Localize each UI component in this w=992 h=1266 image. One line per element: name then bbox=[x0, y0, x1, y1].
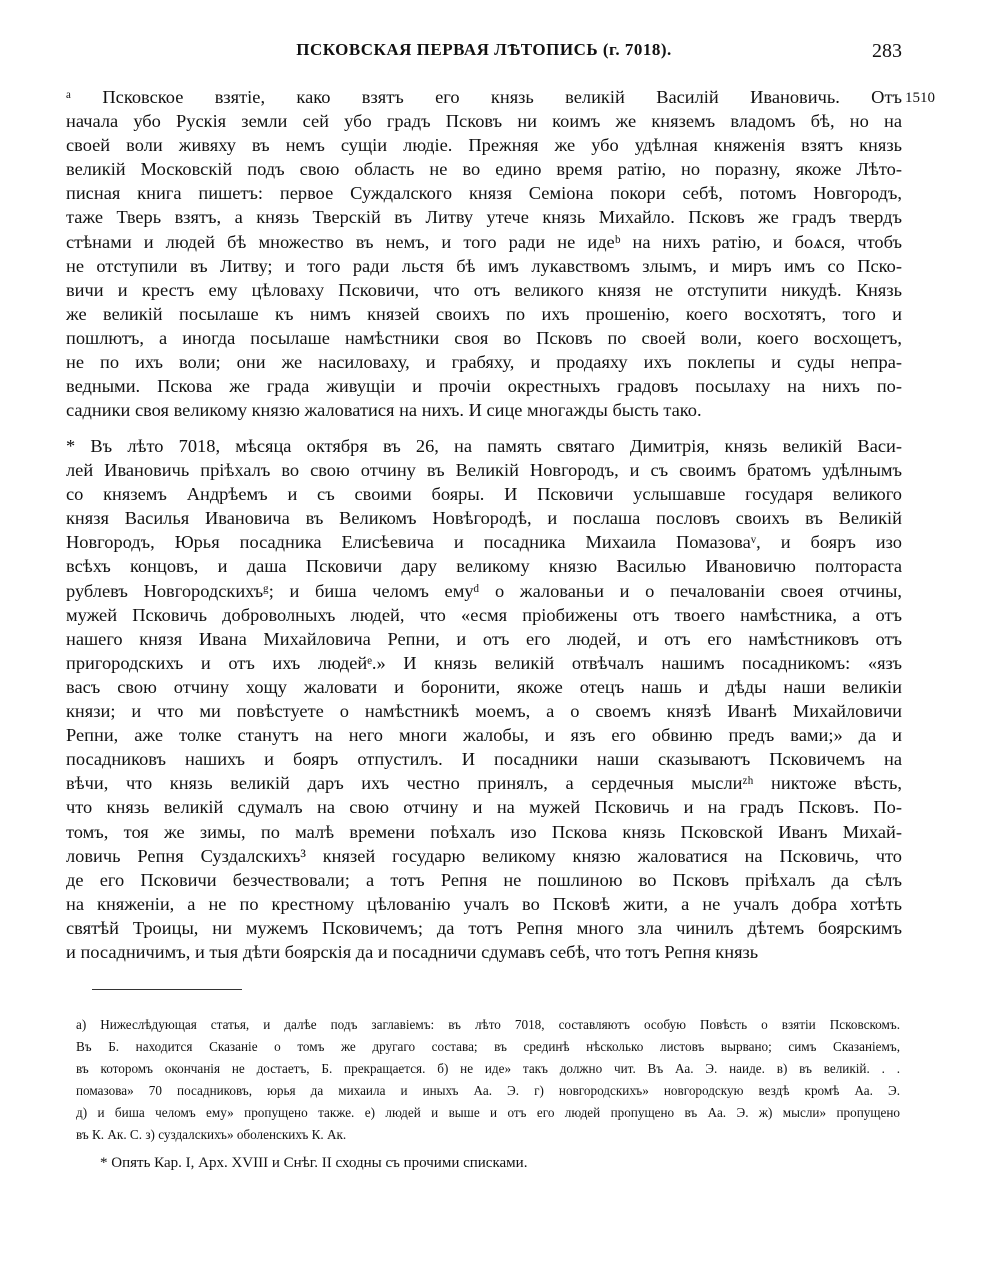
page-header bbox=[66, 40, 902, 70]
text-line: томъ, тоя же зимы, по малѣ времени поѣхалъ изо Пскова князь Псковской Иванъ Михай- bbox=[66, 821, 902, 842]
footnote-line: д) и биша челомъ ему» пропущено также. е) людей и выше и отъ его людей пропущено въ Аа. Э. ж) мысли» пропущено bbox=[76, 1105, 900, 1120]
text-line: святѣй Троицы, ни мужемъ Псковичемъ; да тотъ Репня много зла чинилъ дѣтемъ боярскимъ bbox=[66, 917, 902, 938]
text-line: великій Московскій подъ свою область не во едино время ратію, но поразну, якоже Лѣто- bbox=[66, 159, 902, 180]
text-line: таже Тверь взятъ, а князь Тверскій въ Литву утече князь Михайло. Псковъ же градъ твердъ bbox=[66, 207, 902, 228]
text-line: ловичь Репня Суздалскихъ³ князей государю великому князю жаловатися на Псковичь, что bbox=[66, 845, 902, 866]
text-line: что князь великій сдумалъ на свою отчину и на мужей Псковичь и на градъ Псковъ. По- bbox=[66, 797, 902, 818]
text-line: всѣхъ концовъ, и даша Псковичи дару великому князю Василью Ивановичю полтораста bbox=[66, 556, 902, 577]
text-line: садники своя великому князю жаловатися на нихъ. И сице многажды бысть тако. bbox=[66, 400, 702, 421]
running-title: ПСКОВСКАЯ ПЕРВАЯ ЛѢТОПИСЬ (г. 7018). bbox=[296, 40, 672, 59]
text-line: же великій посылаше къ нимъ князей своихъ по ихъ прошенію, коего восхотятъ, того и bbox=[66, 303, 902, 324]
text-line: ᵃ Псковское взятіе, како взятъ его князь великій Василій Ивановичь. Отъ bbox=[66, 87, 902, 107]
page-number: 283 bbox=[872, 40, 902, 62]
text-line: * Въ лѣто 7018, мѣсяца октября въ 26, на память святаго Димитрія, князь великій Васи- bbox=[66, 436, 902, 456]
text-line: посадниковъ нашихъ и бояръ отпустилъ. И посадники наши сказываютъ Псковичемъ на bbox=[66, 749, 902, 770]
text-line: со княземъ Андрѣемъ и съ своими бояры. И Псковичи услышавше государя великого bbox=[66, 484, 902, 505]
text-line: вѣчи, что князь великій даръ ихъ честно принялъ, а сердечныя мыслиᶻʰ никтоже вѣсть, bbox=[66, 773, 902, 794]
text-line: васъ свою отчину хощу жаловати и боронити, якоже отецъ нашь и дѣды наши великіи bbox=[66, 676, 902, 697]
text-line: ведными. Пскова же града живущіи и прочіи окрестныхъ градовъ посылаху на нихъ по- bbox=[66, 376, 902, 397]
text-line: князя Василья Ивановича въ Великомъ Новѣгородѣ, и послаша пословъ своихъ въ Великій bbox=[66, 508, 902, 529]
paragraph-year-7018 bbox=[66, 434, 902, 964]
text-line: лей Ивановичь пріѣхалъ во свою отчину въ Великій Новгородъ, и съ своимъ братомъ удѣлнымъ bbox=[66, 460, 902, 481]
footnote-line: Въ Б. находится Сказаніе о томъ же другаго состава; въ срединѣ нѣсколько листовъ вырвано; симъ Сказаніемъ, bbox=[76, 1039, 900, 1054]
text-line: на княженіи, а не по крестному цѣлованію учалъ во Псковѣ жити, а не учалъ добра хотѣть bbox=[66, 893, 902, 914]
text-line: своей воли живяху въ немъ сущіи людіе. Прежняя же убо удѣлная княженія взятъ князь bbox=[66, 135, 902, 156]
text-line: вичи и крестъ ему цѣловаху Псковичи, что отъ великого князя не отступити никудѣ. Князь bbox=[66, 279, 902, 300]
text-line: рублевъ Новгородскихъᵍ; и биша челомъ емуᵈ о жалованьи и о печалованіи своея отчины, bbox=[66, 580, 902, 601]
text-line: не отступили въ Литву; и того ради льстя бѣ имъ лукавствомъ злымъ, и миръ имъ со Пско- bbox=[66, 255, 902, 276]
source-note: * Опять Кар. I, Арх. XVIII и Снѣг. II сходны съ прочими списками. bbox=[100, 1155, 528, 1171]
margin-year-note: 1510 bbox=[905, 90, 935, 106]
text-line: пошлютъ, а иногда посылаше намѣстники своя во Псковъ по своей воли, коего восхощетъ, bbox=[66, 327, 902, 348]
footnote-separator bbox=[92, 989, 242, 990]
footnotes bbox=[76, 1014, 900, 1146]
footnote-line: въ К. Ак. С. з) суздалскихъ» оболенскихъ К. Ак. bbox=[76, 1127, 347, 1142]
text-line: пригородскихъ и отъ ихъ людейᵉ.» И князь великій отвѣчалъ нашимъ посадникомъ: «язъ bbox=[66, 652, 902, 673]
text-line: Новгородъ, Юрья посадника Елисѣевича и посадника Михаила Помазоваᵛ, и бояръ изо bbox=[66, 532, 902, 553]
text-line: писная книга пишетъ: первое Суждалского князя Семіона покори себѣ, потомъ Новгородъ, bbox=[66, 183, 902, 204]
text-line: не по ихъ воли; они же насиловаху, и грабяху, и продаяху ихъ поклепы и суды непра- bbox=[66, 352, 902, 373]
text-line: де его Псковичи безчествовали; а тотъ Репня не пошлиною во Псковъ пріѣхалъ да сѣлъ bbox=[66, 869, 902, 890]
text-line: и посадничимъ, и тыя дѣти боярскія да и посадничи сдумавъ себѣ, что тотъ Репня князь bbox=[66, 941, 759, 962]
text-line: нашего князя Ивана Михайловича Репни, и отъ его людей, и отъ его намѣстниковъ отъ bbox=[66, 628, 902, 649]
footnote-line: помазова» 70 посадниковъ, юрья да михаила и иныхъ Аа. Э. г) новгородскихъ» новгородскую вездѣ кромѣ Аа. Э. bbox=[76, 1083, 900, 1098]
paragraph-pskov-taking bbox=[66, 85, 902, 422]
footnote-line: въ которомъ окончанія не достаетъ, Б. прекращается. б) не иде» такъ должно чит. Въ Аа. Э. наиде. в) въ великій. . . bbox=[76, 1061, 900, 1076]
text-line: мужей Псковичь доброволныхъ людей, что «есмя пріобижены отъ твоего намѣстника, а отъ bbox=[66, 604, 902, 625]
footnote-line: а) Нижеслѣдующая статья, и далѣе подъ заглавіемъ: въ лѣто 7018, составляютъ особую Повѣсть о взятіи Псковскомъ. bbox=[76, 1017, 900, 1032]
text-line: стѣнами и людей бѣ множество въ немъ, и того ради не идеᵇ на нихъ ратію, и боѧся, чтобъ bbox=[66, 231, 902, 252]
text-line: начала убо Рускія земли сей убо градъ Псковъ ни коимъ же княземъ владомъ бѣ, но на bbox=[66, 111, 902, 132]
text-line: князи; и что ми повѣстуете о намѣстникѣ моемъ, а о своемъ князѣ Иванѣ Михайловичи bbox=[66, 701, 902, 722]
text-line: Репни, аже толке станутъ на него многи жалобы, и язъ его обвиню предъ вами;» да и bbox=[66, 725, 902, 746]
